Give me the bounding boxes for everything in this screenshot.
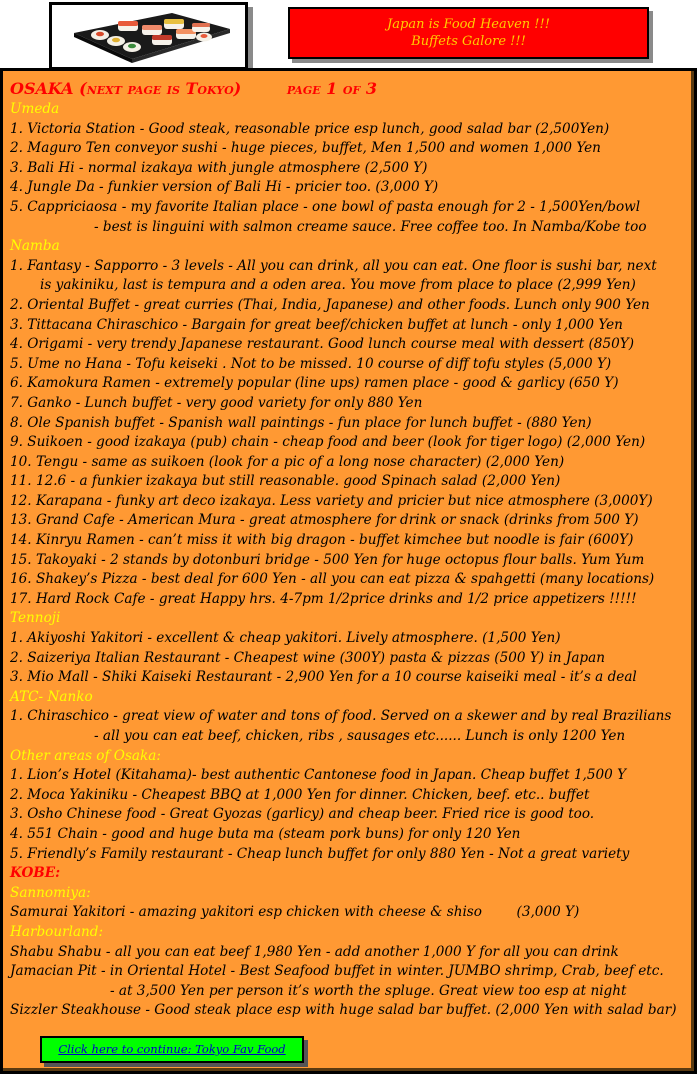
list-item: 7. Ganko - Lunch buffet - very good variety for only 880 Yen — [10, 394, 423, 411]
section-title-namba: Namba — [10, 238, 60, 255]
city-heading: OSAKA (next page is Tokyo) — [10, 79, 242, 98]
list-item: 13. Grand Cafe - American Mura - great atmosphere for drink or snack (drinks from 500 Y) — [10, 512, 639, 529]
page-heading — [10, 78, 688, 100]
list-item: 11. 12.6 - a funkier izakaya but still reasonable. good Spinach salad (2,000 Yen) — [10, 473, 561, 490]
list-item: Jamacian Pit - in Oriental Hotel - Best Seafood buffet in winter. JUMBO shrimp, Crab, beef etc. — [10, 963, 664, 980]
section-title-umeda: Umeda — [10, 101, 60, 117]
continue-tokyo-link[interactable]: Click here to continue: Tokyo Fav Food — [58, 1042, 286, 1056]
list-item: 14. Kinryu Ramen - can’t miss it with big dragon - buffet kimchee but noodle is fair (600Y) — [10, 532, 634, 549]
list-item: 3. Tittacana Chiraschico - Bargain for great beef/chicken buffet at lunch - only 1,000 Yen — [10, 316, 623, 333]
section-title-other-osaka: Other areas of Osaka: — [10, 747, 161, 764]
list-item: 6. Kamokura Ramen - extremely popular (line ups) ramen place - good & garlicy (650 Y) — [10, 375, 619, 392]
site-title-banner — [288, 7, 649, 59]
list-item: 1. Lion’s Hotel (Kitahama)- best authentic Cantonese food in Japan. Cheap buffet 1,500 Y — [10, 767, 627, 784]
list-item: 1. Akiyoshi Yakitori - excellent & cheap yakitori. Lively atmosphere. (1,500 Yen) — [10, 630, 561, 647]
section-title-tennoji: Tennoji — [10, 610, 61, 627]
list-item-continuation: - at 3,500 Yen per person it’s worth the spluge. Great view too esp at night — [110, 982, 627, 999]
list-item: Shabu Shabu - all you can eat beef 1,980 Yen - add another 1,000 Y for all you can drink — [10, 943, 619, 960]
list-item: 4. Jungle Da - funkier version of Bali Hi - pricier too. (3,000 Y) — [10, 179, 439, 196]
page-indicator: page 1 of 3 — [286, 79, 377, 98]
list-item: 5. Cappriciaosa - my favorite Italian place - one bowl of pasta enough for 2 - 1,500Yen/bowl — [10, 198, 641, 215]
section-title-kobe: KOBE: — [10, 865, 61, 882]
site-title-line-1: Japan is Food Heaven !!! — [387, 17, 550, 32]
section-title-atc-nanko: ATC- Nanko — [10, 688, 93, 705]
list-item: 1. Victoria Station - Good steak, reasonable price esp lunch, good salad bar (2,500Yen) — [10, 120, 610, 137]
site-title-line-2: Buffets Galore !!! — [411, 34, 526, 49]
list-item: 3. Bali Hi - normal izakaya with jungle atmosphere (2,500 Y) — [10, 159, 428, 176]
continue-tokyo-button[interactable] — [40, 1036, 304, 1063]
list-item: Sizzler Steakhouse - Good steak place esp with huge salad bar buffet. (2,000 Yen with salad bar) — [10, 1002, 677, 1019]
restaurant-list-panel — [0, 68, 697, 1074]
section-title-sannomiya: Sannomiya: — [10, 884, 91, 901]
list-item: 12. Karapana - funky art deco izakaya. Less variety and pricier but nice atmosphere (3,000Y) — [10, 492, 653, 509]
list-item: 2. Moca Yakiniku - Cheapest BBQ at 1,000 Yen for dinner. Chicken, beef. etc.. buffet — [10, 786, 590, 803]
list-item: 5. Ume no Hana - Tofu keiseki . Not to be missed. 10 course of diff tofu styles (5,000 Y) — [10, 355, 612, 372]
list-item: 3. Mio Mall - Shiki Kaiseki Restaurant - 2,900 Yen for a 10 course kaiseiki meal - it’s a deal — [10, 669, 637, 686]
list-item: 9. Suikoen - good izakaya (pub) chain - cheap food and beer (look for tiger logo) (2,000 Yen) — [10, 434, 646, 451]
list-item: 4. 551 Chain - good and huge buta ma (steam pork buns) for only 120 Yen — [10, 825, 521, 842]
list-item: 10. Tengu - same as suikoen (look for a pic of a long nose character) (2,000 Yen) — [10, 453, 565, 470]
list-item: 1. Chiraschico - great view of water and tons of food. Served on a skewer and by real Brazilians — [10, 708, 672, 725]
list-item: 2. Saizeriya Italian Restaurant - Cheapest wine (300Y) pasta & pizzas (500 Y) in Japan — [10, 649, 605, 666]
list-item: 5. Friendly’s Family restaurant - Cheap lunch buffet for only 880 Yen - Not a great variety — [10, 845, 630, 862]
sushi-platter-image — [49, 2, 248, 70]
list-item: 2. Oriental Buffet - great curries (Thai, India, Japanese) and other foods. Lunch only 900 Yen — [10, 296, 650, 313]
list-item: 4. Origami - very trendy Japanese restaurant. Good lunch course meal with dessert (850Y) — [10, 336, 635, 353]
sushi-platter-icon — [52, 5, 245, 67]
list-item: 2. Maguro Ten conveyor sushi - huge pieces, buffet, Men 1,500 and women 1,000 Yen — [10, 140, 601, 157]
list-item: 16. Shakey’s Pizza - best deal for 600 Yen - all you can eat pizza & spahgetti (many locations) — [10, 571, 655, 588]
list-item: Samurai Yakitori - amazing yakitori esp chicken with cheese & shiso (3,000 Y) — [10, 904, 580, 921]
section-title-harbourland: Harbourland: — [10, 923, 104, 940]
list-item-continuation: - best is linguini with salmon creame sauce. Free coffee too. In Namba/Kobe too — [94, 218, 647, 235]
list-item-continuation: is yakiniku, last is tempura and a oden area. You move from place to place (2,999 Yen) — [40, 277, 636, 294]
list-item-continuation: - all you can eat beef, chicken, ribs , sausages etc...... Lunch is only 1200 Yen — [94, 728, 626, 744]
list-item: 15. Takoyaki - 2 stands by dotonburi bridge - 500 Yen for huge octopus flour balls. Yum Yum — [10, 551, 645, 568]
list-item: 17. Hard Rock Cafe - great Happy hrs. 4-7pm 1/2price drinks and 1/2 price appetizers !!!!! — [10, 590, 637, 607]
list-item: 8. Ole Spanish buffet - Spanish wall paintings - fun place for lunch buffet - (880 Yen) — [10, 414, 592, 431]
list-item: 3. Osho Chinese food - Great Gyozas (garlicy) and cheap beer. Fried rice is good too. — [10, 806, 595, 823]
list-item: 1. Fantasy - Sapporro - 3 levels - All you can drink, all you can eat. One floor is sushi bar, next — [10, 257, 657, 274]
